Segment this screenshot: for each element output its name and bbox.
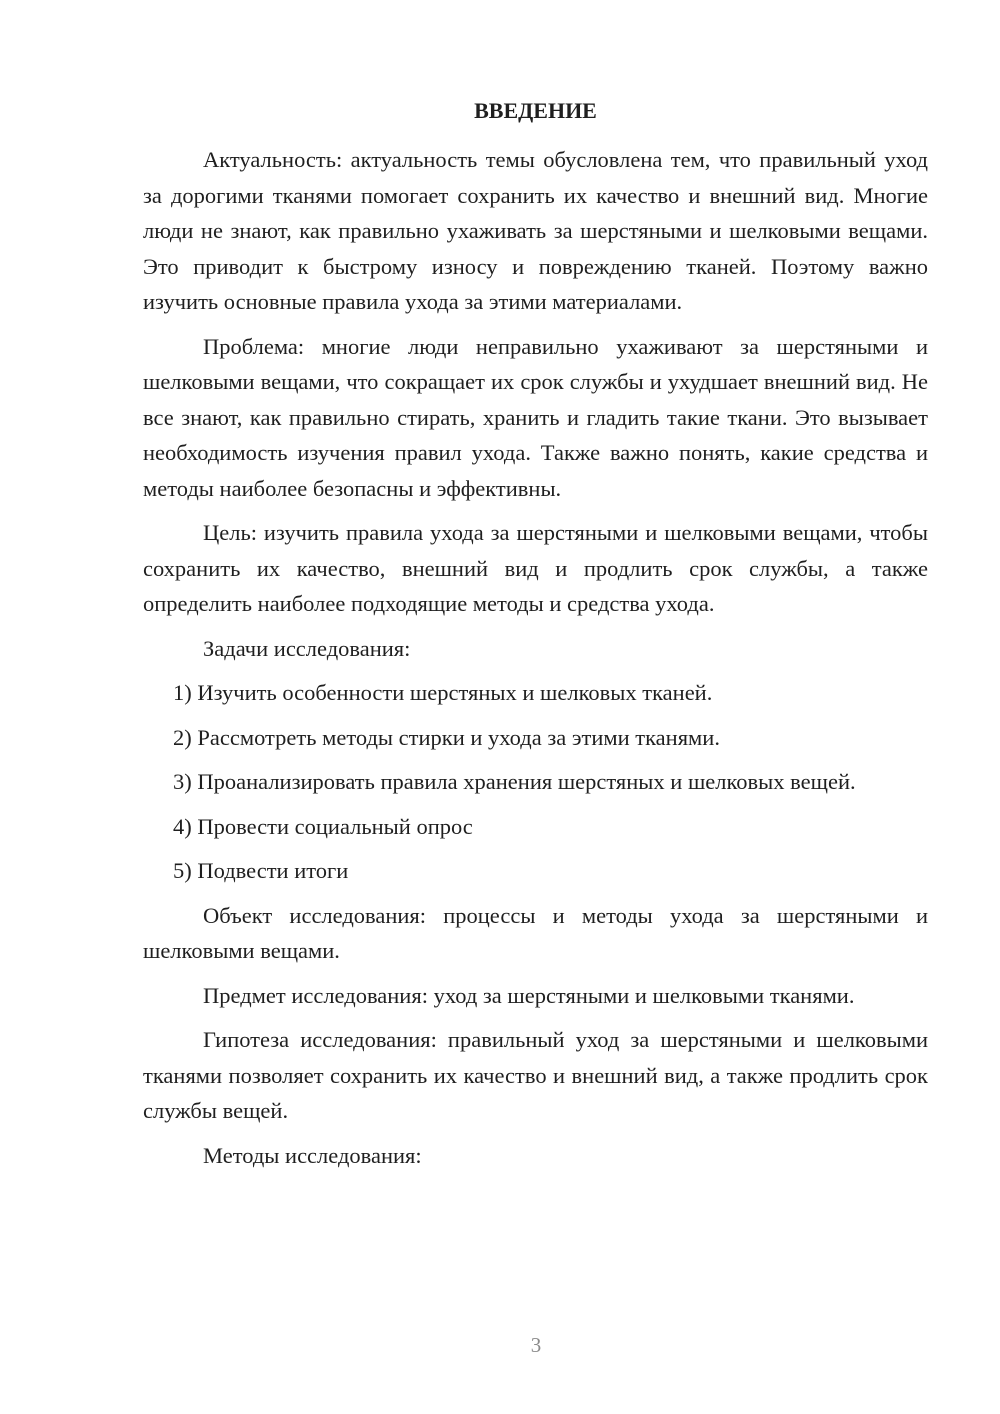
page-number: 3 (530, 1333, 542, 1357)
object-paragraph: Объект исследования: процессы и методы ухода за шерстяными и шелковыми вещами. (143, 902, 928, 963)
task-item: 1) Изучить особенности шерстяных и шелковых тканей. (173, 680, 713, 705)
tasks-title: Задачи исследования: (203, 635, 411, 661)
goal-paragraph: Цель: изучить правила ухода за шерстяными и шелковыми вещами, чтобы сохранить их качество, внешний вид и продлить срок службы, а также определить наиболее подходящие методы и средства ухода. (143, 520, 928, 616)
task-item: 5) Подвести итоги (173, 858, 349, 883)
methods-title: Методы исследования: (203, 1142, 422, 1168)
task-item: 4) Провести социальный опрос (173, 813, 473, 839)
document-body (143, 142, 928, 1173)
problem-paragraph: Проблема: многие люди неправильно ухаживают за шерстяными и шелковыми вещами, что сокращает их срок службы и ухудшает внешний вид. Не все знают, как правильно стирать, хранить и гладить такие ткани. Это вызывает необходимость изучения правил ухода. Также важно понять, какие средства и методы наиболее безопасны и эффективны. (143, 333, 928, 501)
task-item: 3) Проанализировать правила хранения шерстяных и шелковых вещей. (173, 769, 856, 794)
hypothesis-paragraph: Гипотеза исследования: правильный уход за шерстяными и шелковыми тканями позволяет сохранить их качество и внешний вид, а также продлить срок службы вещей. (143, 1027, 928, 1123)
subject-paragraph: Предмет исследования: уход за шерстяными и шелковыми тканями. (203, 982, 855, 1008)
relevance-paragraph: Актуальность: актуальность темы обусловлена тем, что правильный уход за дорогими тканями помогает сохранить их качество и внешний вид. Многие люди не знают, как правильно ухаживать за шерстяными и шелковыми вещами. Это приводит к быстрому износу и повреждению тканей. Поэтому важно изучить основные правила ухода за этими материалами. (143, 147, 928, 314)
section-heading: ВВЕДЕНИЕ (474, 98, 597, 123)
task-item: 2) Рассмотреть методы стирки и ухода за этими тканями. (173, 724, 720, 750)
